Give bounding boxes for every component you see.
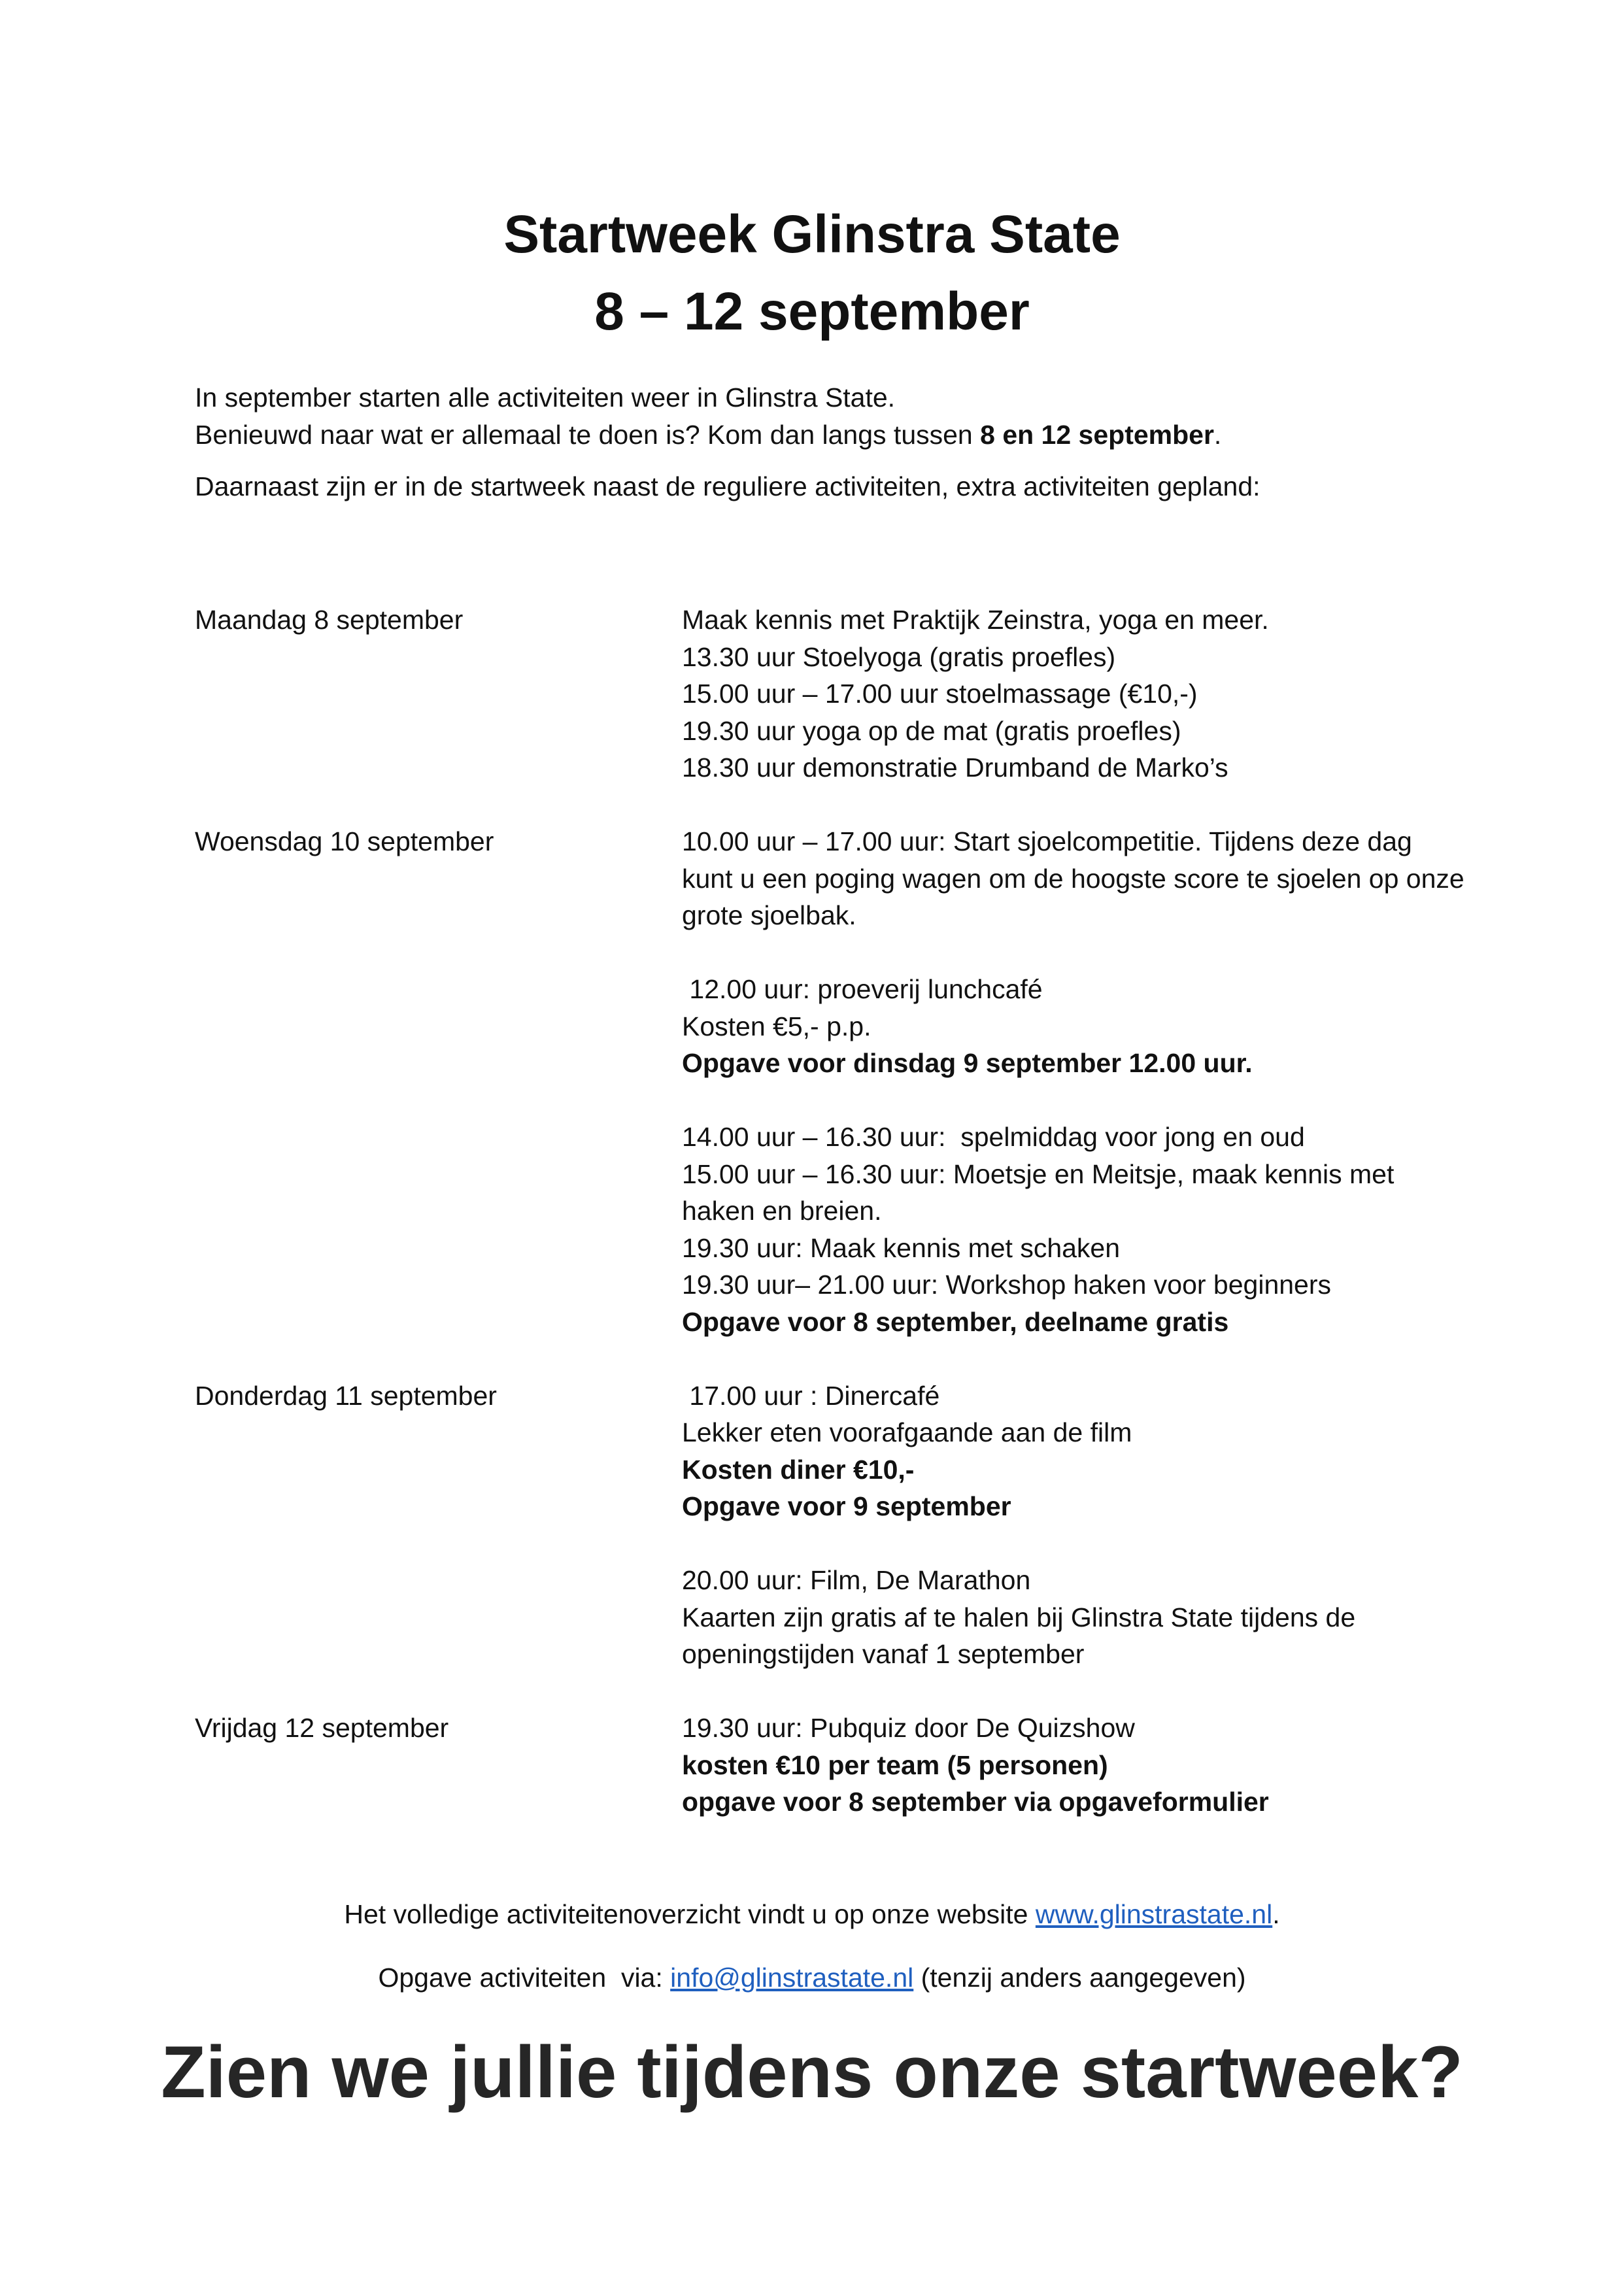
intro-date-range: 8 en 12 september xyxy=(980,420,1214,450)
activity-spacer xyxy=(682,1082,1470,1119)
email-text-end: (tenzij anders aangegeven) xyxy=(913,1963,1246,1993)
activity-line: 15.00 uur – 17.00 uur stoelmassage (€10,-) xyxy=(682,679,1198,709)
day-activities xyxy=(682,1710,1470,1821)
activity-schedule xyxy=(195,601,1470,1821)
day-activities xyxy=(682,823,1470,1340)
intro-line-2-end: . xyxy=(1213,420,1222,450)
activity-spacer xyxy=(682,934,1470,971)
activity-line: 10.00 uur – 17.00 uur: Start sjoelcompetitie. Tijdens deze dag kunt u een poging wagen om de hoogste score te sjoelen op onze grote sjoelbak. xyxy=(682,826,1464,930)
activity-registration-note: opgave voor 8 september via opgaveformulier xyxy=(682,1787,1269,1817)
day-label: Woensdag 10 september xyxy=(195,826,494,856)
website-text-end: . xyxy=(1272,1899,1280,1929)
closing-heading: Zien we jullie tijdens onze startweek? xyxy=(161,2031,1463,2113)
website-text: Het volledige activiteitenoverzicht vindt u op onze website xyxy=(344,1899,1036,1929)
activity-line: Lekker eten voorafgaande aan de film xyxy=(682,1417,1132,1447)
title-line-2: 8 – 12 september xyxy=(594,282,1030,341)
activity-line: Kaarten zijn gratis af te halen bij Glinstra State tijdens de openingstijden vanaf 1 september xyxy=(682,1602,1356,1669)
activity-registration-note: Opgave voor dinsdag 9 september 12.00 uur. xyxy=(682,1048,1253,1078)
activity-line: Kosten €5,- p.p. xyxy=(682,1011,871,1041)
activity-line: 19.30 uur– 21.00 uur: Workshop haken voor beginners xyxy=(682,1270,1332,1300)
page-title xyxy=(0,196,1624,350)
activity-line: 13.30 uur Stoelyoga (gratis proefles) xyxy=(682,641,1116,672)
schedule-day-friday xyxy=(195,1710,1470,1821)
email-line xyxy=(0,1959,1624,1997)
activity-line: Maak kennis met Praktijk Zeinstra, yoga en meer. xyxy=(682,605,1269,635)
activity-line: 19.30 uur: Pubquiz door De Quizshow xyxy=(682,1713,1135,1743)
activity-line: 15.00 uur – 16.30 uur: Moetsje en Meitsje, maak kennis met haken en breien. xyxy=(682,1158,1395,1226)
intro-line-3: Daarnaast zijn er in de startweek naast de reguliere activiteiten, extra activiteiten gepland: xyxy=(195,471,1260,501)
intro-line-2 xyxy=(195,416,1470,454)
intro-text xyxy=(195,379,1470,505)
activity-line: 17.00 uur : Dinercafé xyxy=(682,1380,940,1411)
day-activities xyxy=(682,601,1470,786)
website-line xyxy=(0,1896,1624,1933)
schedule-day-monday xyxy=(195,601,1470,786)
activity-line: 20.00 uur: Film, De Marathon xyxy=(682,1565,1031,1595)
email-link[interactable]: info@glinstrastate.nl xyxy=(670,1963,914,1993)
activity-line: 14.00 uur – 16.30 uur: spelmiddag voor jong en oud xyxy=(682,1122,1305,1152)
activity-line: 12.00 uur: proeverij lunchcafé xyxy=(682,974,1043,1004)
activity-cost-note: Kosten diner €10,- xyxy=(682,1454,915,1485)
intro-line-1: In september starten alle activiteiten weer in Glinstra State. xyxy=(195,382,896,413)
activity-line: 19.30 uur: Maak kennis met schaken xyxy=(682,1232,1121,1263)
activity-line: 18.30 uur demonstratie Drumband de Marko’s xyxy=(682,752,1228,783)
email-text: Opgave activiteiten via: xyxy=(378,1963,671,1993)
footer-info xyxy=(0,1896,1624,1997)
schedule-day-thursday xyxy=(195,1377,1470,1673)
activity-registration-note: Opgave voor 9 september xyxy=(682,1491,1011,1521)
title-line-1: Startweek Glinstra State xyxy=(503,205,1121,264)
day-activities xyxy=(682,1377,1470,1673)
intro-line-2-text: Benieuwd naar wat er allemaal te doen is? Kom dan langs tussen xyxy=(195,420,981,450)
activity-spacer xyxy=(682,1525,1470,1562)
activity-cost-note: kosten €10 per team (5 personen) xyxy=(682,1749,1108,1780)
website-link[interactable]: www.glinstrastate.nl xyxy=(1035,1899,1273,1929)
day-label: Vrijdag 12 september xyxy=(195,1713,449,1743)
day-label: Donderdag 11 september xyxy=(195,1380,497,1411)
activity-registration-note: Opgave voor 8 september, deelname gratis xyxy=(682,1306,1229,1337)
day-label: Maandag 8 september xyxy=(195,605,464,635)
activity-line: 19.30 uur yoga op de mat (gratis proefles) xyxy=(682,715,1181,746)
schedule-day-wednesday xyxy=(195,823,1470,1340)
